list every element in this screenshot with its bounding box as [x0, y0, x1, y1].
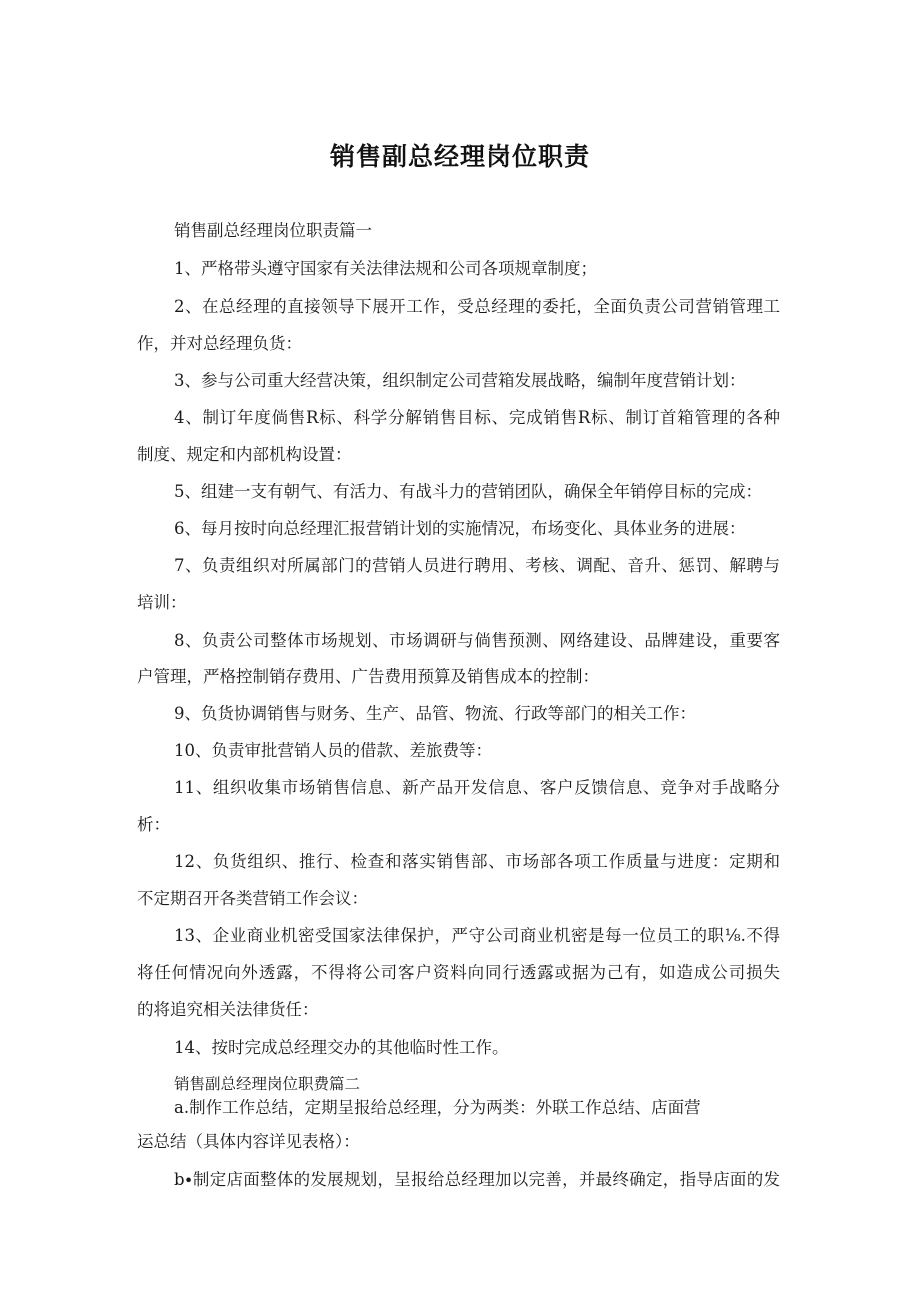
- section-heading-1: 销售副总经理岗位职责篇一: [174, 221, 372, 240]
- section2-item-b-line-1: b∙制定店面整体的发展规划，呈报给总经理加以完善，并最终确定，指导店面的发: [174, 1170, 780, 1189]
- duty-item-8-line-2: 户管理，严格控制销存费用、广告费用预算及销售成本的控制：: [137, 667, 599, 686]
- duty-item-11-line-2: 析：: [137, 815, 170, 834]
- duty-item-13-line-2: 将任何情况向外透露，不得将公司客户资料向同行透露或据为己有，如造成公司损失: [137, 963, 780, 982]
- duty-item-8-line-1: 8、负责公司整体市场规划、市场调研与倘售预测、网络建设、品牌建设，重要客: [174, 631, 780, 650]
- duty-item-13-line-3: 的将追究相关法律货任：: [137, 1000, 319, 1019]
- duty-item-10: 10、负责审批营销人员的借款、差旅费等：: [174, 741, 492, 760]
- duty-item-11-line-1: 11、组织收集市场销售信息、新产品开发信息、客户反馈信息、竞争对手战略分: [174, 778, 780, 797]
- section2-item-a-line-2: 运总结（具体内容详见表格）：: [137, 1132, 360, 1151]
- duty-item-14: 14、按时完成总经理交办的其他临时性工作。: [174, 1038, 509, 1057]
- duty-item-9: 9、负货协调销售与财务、生产、品管、物流、行政等部门的相关工作：: [174, 704, 696, 723]
- duty-item-6: 6、每月按时向总经理汇报营销计划的实施情况，布场变化、具体业务的进展：: [174, 519, 746, 538]
- duty-item-12-line-2: 不定期召开各类营销工作会议：: [137, 889, 368, 908]
- duty-item-13-line-1: 13、企业商业机密受国家法律保护，严守公司商业机密是每一位员工的职⅛.不得: [174, 926, 780, 945]
- duty-item-12-line-1: 12、负货组织、推行、检查和落实销售部、市场部各项工作质量与进度：定期和: [174, 852, 780, 871]
- duty-item-2-line-1: 2、在总经理的直接领导下展开工作，受总经理的委托，全面负责公司营销管理工: [174, 297, 780, 316]
- duty-item-3: 3、参与公司重大经营决策，组织制定公司营箱发展战略，编制年度营销计划：: [174, 371, 746, 390]
- duty-item-1: 1、严格带头遵守国家有关法律法规和公司各项规章制度；: [174, 259, 597, 278]
- section2-item-a-line-1: a.制作工作总结，定期呈报给总经理，分为两类：外联工作总结、店面营: [174, 1098, 701, 1117]
- page-title: 销售副总经理岗位职责: [329, 142, 590, 171]
- duty-item-4-line-2: 制度、规定和内部机构设置：: [137, 445, 352, 464]
- duty-item-5: 5、组建一支有朝气、有活力、有战斗力的营销团队，确保全年销停目标的完成：: [174, 482, 762, 501]
- duty-item-7-line-1: 7、负责组织对所属部门的营销人员进行聘用、考核、调配、音升、惩罚、解聘与: [174, 556, 780, 575]
- duty-item-7-line-2: 培训：: [137, 593, 187, 612]
- duty-item-2-line-2: 作，并对总经理负货：: [137, 334, 302, 353]
- section-heading-2: 销售副总经理岗位职费篇二: [174, 1075, 361, 1093]
- duty-item-4-line-1: 4、制订年度倘售R标、科学分解销售目标、完成销售R标、制订首箱管理的各种: [174, 408, 780, 427]
